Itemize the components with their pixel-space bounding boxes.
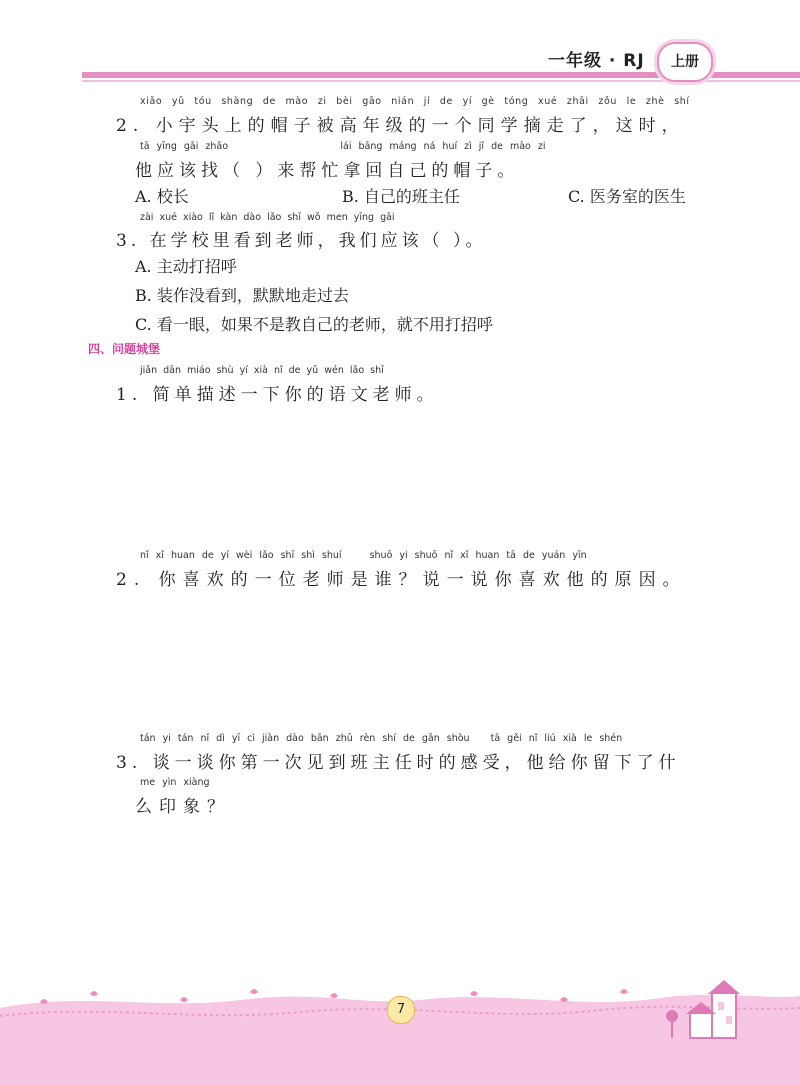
volume-label: 上册 (671, 54, 699, 70)
s4-q2-text: 2. 你喜欢的一位老师是谁？说一说你喜欢他的原因。 (116, 570, 687, 590)
grade-label: 一年级 · RJ (548, 51, 645, 71)
page-number: 7 (387, 996, 415, 1024)
s4-q3-answer-area[interactable] (116, 825, 716, 955)
footer-decoration (0, 970, 800, 1085)
q3-pinyin: zài xué xiào lǐ kàn dào lǎo shī wǒ men yīng gāi (140, 212, 395, 223)
volume-badge (657, 42, 713, 82)
s4-q3-text-line2: 么印象？ (135, 797, 231, 817)
s4-q2-answer-area[interactable] (116, 595, 716, 725)
q2-pinyin-line1: xiǎo yǔ tóu shàng de mào zi bèi gāo nián jí de yí gè tóng xué zhāi zǒu le zhè shí (140, 96, 690, 107)
q2-option-b: B. 自己的班主任 (342, 187, 460, 206)
s4-q3-pinyin-line2: me yìn xiàng (140, 777, 210, 788)
q3-text: 3. 在学校里看到老师，我们应该（ ）。 (116, 231, 487, 251)
q2-text-line2: 他应该找（ ）来帮忙拿回自己的帽子。 (135, 161, 520, 181)
q3-option-b: B. 装作没看到，默默地走过去 (135, 286, 349, 305)
s4-q1-text: 1. 简单描述一下你的语文老师。 (116, 385, 439, 405)
s4-q2-pinyin: nǐ xǐ huan de yí wèi lǎo shī shì shuí shuō yi shuō nǐ xǐ huan tā de yuán yīn (140, 550, 587, 561)
q2-pinyin-line2: tā yīng gāi zhǎo lái bāng máng ná huí zì jǐ de mào zi (140, 141, 546, 152)
q2-option-c: C. 医务室的医生 (568, 187, 686, 206)
s4-q3-text-line1: 3. 谈一谈你第一次见到班主任时的感受，他给你留下了什 (116, 753, 681, 773)
q2-text-line1: 2. 小宇头上的帽子被高年级的一个同学摘走了，这时， (116, 116, 685, 136)
q2-option-a: A. 校长 (135, 187, 189, 206)
q3-option-a: A. 主动打招呼 (135, 257, 237, 276)
s4-q3-pinyin-line1: tán yi tán nǐ dì yī cì jiàn dào bān zhǔ rèn shí de gǎn shòu tā gěi nǐ liú xià le shén (140, 733, 623, 744)
s4-q1-pinyin: jiǎn dān miáo shù yí xià nǐ de yǔ wén lǎo shī (140, 365, 384, 376)
s4-q1-answer-area[interactable] (116, 410, 716, 540)
q3-option-c: C. 看一眼，如果不是教自己的老师，就不用打招呼 (135, 315, 493, 334)
section-4-title: 四、问题城堡 (88, 342, 161, 356)
